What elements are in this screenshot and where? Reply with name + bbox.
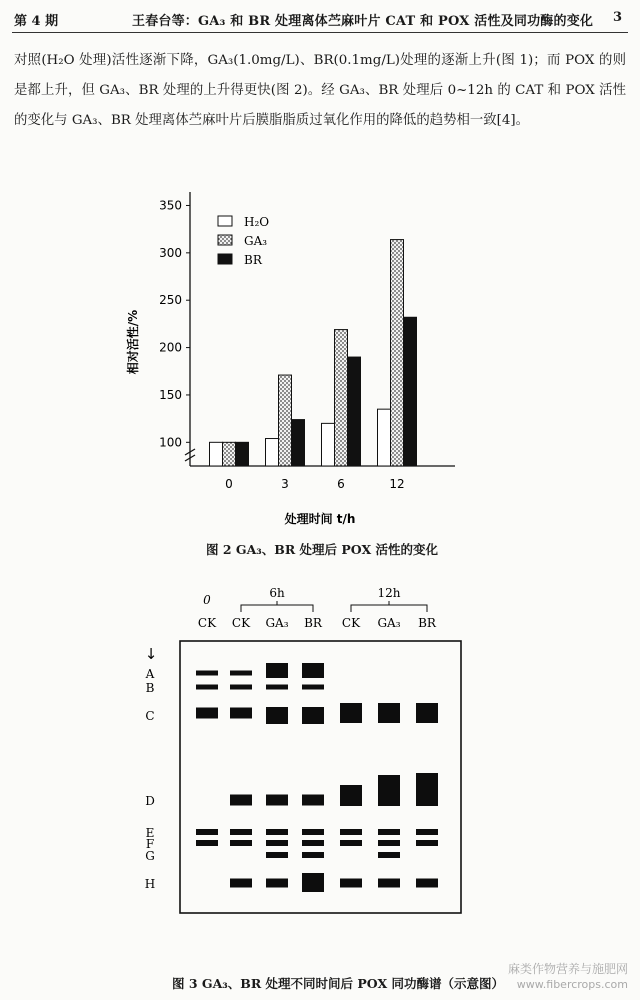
y-axis-label: 相对活性/% (126, 309, 140, 375)
band-label-B: B (145, 681, 155, 695)
band-label-C: C (145, 709, 155, 723)
isozyme-band-F (196, 840, 218, 846)
running-title: 王春台等：GA₃ 和 BR 处理离体苎麻叶片 CAT 和 POX 活性及同功酶的变化 (132, 14, 594, 29)
isozyme-band-C (230, 708, 252, 719)
isozyme-band-B (196, 685, 218, 690)
isozyme-band-D (266, 795, 288, 806)
lane-label: CK (231, 616, 251, 630)
isozyme-band-E (196, 829, 218, 835)
lane-label: BR (418, 616, 436, 630)
x-tick-label: 12 (389, 477, 405, 491)
x-axis-label: 处理时间 t/h (284, 512, 356, 526)
isozyme-band-A (302, 663, 324, 678)
isozyme-band-F (416, 840, 438, 846)
isozyme-band-E (340, 829, 362, 835)
isozyme-band-D (230, 795, 252, 806)
lane-label: GA₃ (377, 616, 401, 630)
legend-label: H₂O (244, 215, 270, 229)
group-label-12h: 12h (377, 586, 401, 600)
y-tick-label: 150 (159, 387, 182, 402)
y-tick-label: 250 (159, 293, 182, 308)
isozyme-band-B (302, 685, 324, 690)
isozyme-band-B (230, 685, 252, 690)
isozyme-band-A (196, 671, 218, 676)
legend-label: BR (244, 253, 262, 267)
group-label-6h: 6h (269, 586, 285, 600)
isozyme-band-B (266, 685, 288, 690)
lane-label: GA₃ (265, 616, 289, 630)
issue-number: 第 4 期 (14, 14, 59, 29)
isozyme-band-D (416, 773, 438, 806)
watermark-text: 麻类作物营养与施肥网 (507, 962, 628, 976)
isozyme-band-C (266, 707, 288, 724)
isozyme-band-F (266, 840, 288, 846)
isozyme-band-C (340, 703, 362, 723)
paragraph-text: 对照(H₂O 处理)活性逐渐下降，GA₃(1.0mg/L)、BR(0.1mg/L)处理的逐渐上升(图 1)；而 POX 的则是都上升，但 GA₃、BR 处理的上升得更快(图 2)。经 GA₃、BR 处理后 0~12h 的 CAT 和 POX 活性的变化与 GA₃、BR 处理离体苎麻叶片后膜脂脂质过氧化作用的降低的趋势相一致[4]。 (14, 53, 626, 128)
isozyme-band-H (416, 879, 438, 888)
y-tick-label: 300 (159, 245, 182, 260)
band-label-D: D (145, 794, 155, 808)
isozyme-band-C (302, 707, 324, 724)
x-tick-label: 6 (337, 477, 345, 491)
isozyme-band-E (266, 829, 288, 835)
band-label-E: E (145, 826, 155, 840)
isozyme-band-E (230, 829, 252, 835)
isozyme-band-H (266, 879, 288, 888)
isozyme-band-E (302, 829, 324, 835)
isozyme-band-H (302, 873, 324, 892)
band-label-G: G (145, 849, 155, 863)
x-tick-label: 0 (225, 477, 233, 491)
lane-label: CK (197, 616, 217, 630)
isozyme-band-D (302, 795, 324, 806)
site-watermark (508, 962, 628, 992)
isozyme-band-G (266, 852, 288, 858)
y-tick-label: 200 (159, 340, 182, 355)
lane-label: CK (341, 616, 361, 630)
isozyme-band-A (230, 671, 252, 676)
bracket-6h (241, 601, 313, 612)
y-tick-label: 100 (159, 435, 182, 450)
isozyme-band-F (340, 840, 362, 846)
lane-label: BR (304, 616, 322, 630)
x-tick-label: 3 (281, 477, 289, 491)
isozyme-band-F (302, 840, 324, 846)
group-label-0h: 0 (203, 593, 211, 607)
isozyme-band-F (378, 840, 400, 846)
isozyme-band-H (230, 879, 252, 888)
isozyme-band-H (378, 879, 400, 888)
y-tick-label: 350 (159, 198, 182, 213)
band-label-F: F (145, 837, 155, 851)
page-number: 3 (612, 10, 622, 25)
migration-arrow-icon: ↓ (144, 645, 158, 663)
isozyme-band-G (378, 852, 400, 858)
legend-label: GA₃ (244, 234, 268, 248)
isozyme-band-E (416, 829, 438, 835)
isozyme-band-F (230, 840, 252, 846)
isozyme-band-D (378, 775, 400, 806)
isozyme-band-C (378, 703, 400, 723)
isozyme-band-A (266, 663, 288, 678)
bracket-12h (351, 601, 427, 612)
isozyme-band-D (340, 785, 362, 806)
isozyme-band-E (378, 829, 400, 835)
watermark-url: www.fibercrops.com (516, 978, 628, 991)
figure-3-caption: 图 3 GA₃、BR 处理不同时间后 POX 同功酶谱（示意图） (172, 976, 505, 991)
isozyme-band-C (196, 708, 218, 719)
isozyme-band-C (416, 703, 438, 723)
figure-2-caption: 图 2 GA₃、BR 处理后 POX 活性的变化 (206, 542, 439, 557)
band-label-A: A (145, 667, 155, 681)
band-label-H: H (144, 877, 156, 891)
isozyme-band-H (340, 879, 362, 888)
isozyme-band-G (302, 852, 324, 858)
